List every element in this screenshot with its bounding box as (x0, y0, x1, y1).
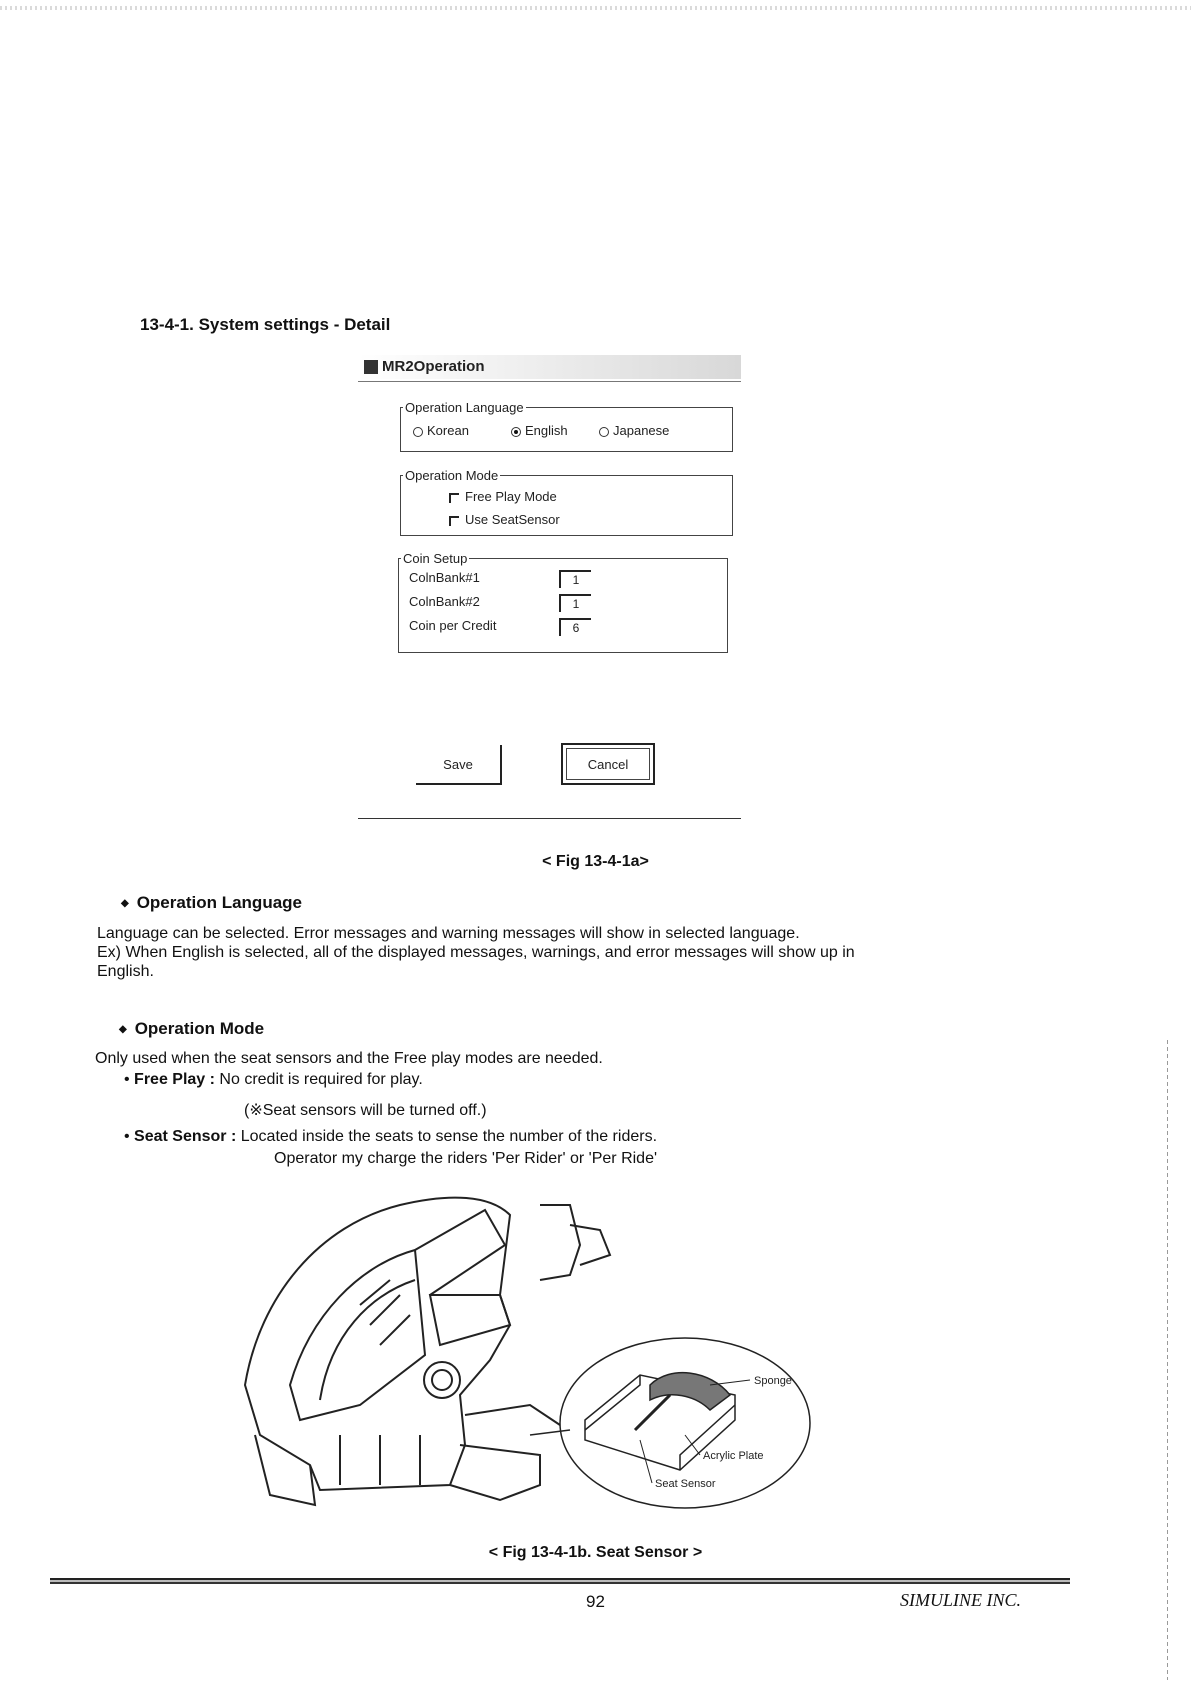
seat-sensor-text: Located inside the seats to sense the number of the riders. (236, 1128, 658, 1145)
scan-noise-top (0, 6, 1191, 10)
coinbank1-input[interactable]: 1 (559, 570, 591, 588)
titlebar-divider (358, 381, 741, 382)
checkbox-seat-sensor[interactable] (449, 512, 560, 527)
page-number: 92 (586, 1592, 605, 1611)
radio-icon (413, 427, 423, 437)
radio-korean[interactable] (413, 423, 469, 438)
sponge-label: Sponge (754, 1375, 792, 1387)
coinbank2-input[interactable]: 1 (559, 594, 591, 612)
operation-mode-intro: Only used when the seat sensors and the Free play modes are needed. (95, 1050, 603, 1067)
save-button[interactable]: Save (416, 745, 502, 785)
checkbox-icon (449, 516, 459, 526)
company-name: SIMULINE INC. (900, 1590, 1021, 1610)
section-title: 13-4-1. System settings - Detail (140, 315, 391, 334)
free-play-note: (※Seat sensors will be turned off.) (244, 1102, 487, 1119)
coinbank2-label: ColnBank#2 (409, 594, 480, 609)
scan-rule-right (1167, 1040, 1168, 1680)
dialog-titlebar (358, 355, 741, 379)
coin-per-credit-input[interactable]: 6 (559, 618, 591, 636)
dialog-bottom-rule (358, 818, 741, 819)
seat-sensor-line: • Seat Sensor : Located inside the seats to sense the number of the riders. (124, 1128, 658, 1145)
checkbox-free-play-label: Free Play Mode (465, 489, 557, 504)
simulator-pod-illustration (245, 1198, 610, 1505)
acrylic-plate-label: Acrylic Plate (703, 1450, 764, 1462)
seat-sensor-text-2: Operator my charge the riders 'Per Rider' or 'Per Ride' (274, 1150, 658, 1167)
figure-a-caption: < Fig 13-4-1a> (542, 853, 649, 870)
radio-selected-icon (511, 427, 521, 437)
coin-setup-legend: Coin Setup (403, 551, 468, 566)
coin-setup-group (398, 551, 728, 653)
operation-language-line-2: Ex) When English is selected, all of the displayed messages, warnings, and error messages will show up in (97, 944, 855, 961)
coinbank1-label: ColnBank#1 (409, 570, 480, 585)
radio-english-label: English (525, 423, 568, 438)
radio-icon (599, 427, 609, 437)
free-play-line: • Free Play : No credit is required for play. (124, 1071, 423, 1088)
dialog-title: MR2Operation (382, 358, 485, 375)
operation-mode-legend: Operation Mode (405, 468, 499, 483)
coin-per-credit-label: Coin per Credit (409, 618, 497, 633)
app-icon (364, 360, 378, 374)
mr2operation-dialog (358, 355, 741, 830)
checkbox-free-play[interactable] (449, 489, 557, 504)
seat-sensor-label: Seat Sensor (655, 1478, 716, 1490)
operation-mode-heading: ◆ Operation Mode (119, 1019, 264, 1039)
figure-b-caption: < Fig 13-4-1b. Seat Sensor > (488, 1544, 703, 1561)
operation-language-legend: Operation Language (405, 400, 524, 415)
operation-language-line-1: Language can be selected. Error messages and warning messages will show in selected language. (97, 925, 800, 942)
footer-rule (50, 1578, 1070, 1584)
radio-japanese[interactable] (599, 423, 669, 438)
operation-mode-group (400, 468, 733, 536)
cancel-button[interactable]: Cancel (561, 743, 655, 785)
radio-japanese-label: Japanese (613, 423, 670, 438)
operation-language-group (400, 400, 733, 452)
operation-language-heading: ◆ Operation Language (121, 893, 302, 913)
free-play-label: Free Play : (134, 1071, 215, 1088)
checkbox-icon (449, 493, 459, 503)
radio-korean-label: Korean (427, 423, 469, 438)
radio-english[interactable] (511, 423, 568, 438)
seat-sensor-figure (240, 1185, 860, 1525)
seat-sensor-label: Seat Sensor : (134, 1128, 237, 1145)
free-play-text: No credit is required for play. (214, 1071, 423, 1088)
operation-language-line-3: English. (97, 963, 154, 980)
checkbox-seat-sensor-label: Use SeatSensor (465, 512, 560, 527)
